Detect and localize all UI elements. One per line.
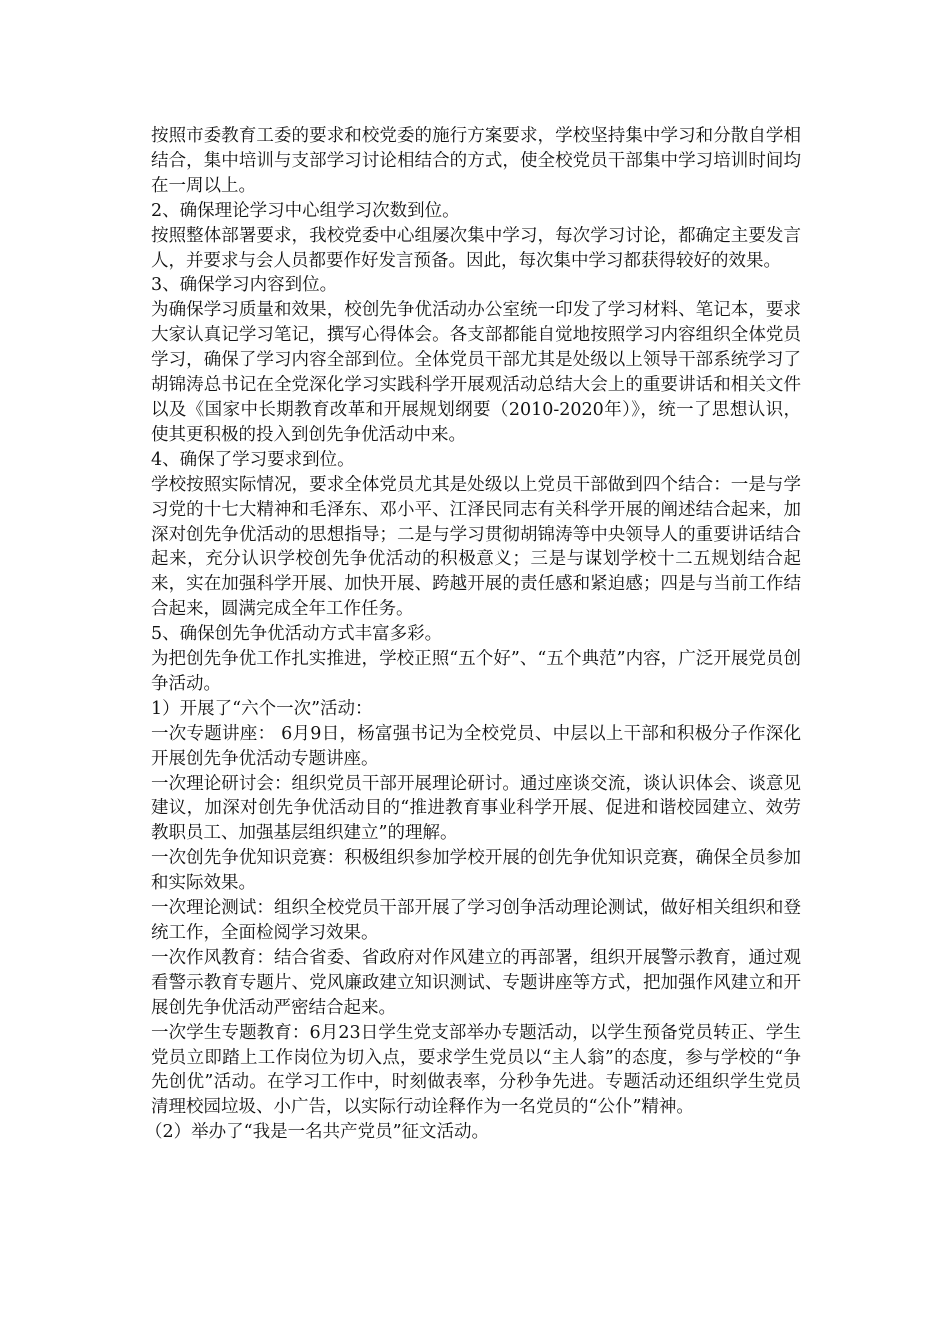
paragraph: 一次创先争优知识竞赛：积极组织参加学校开展的创先争优知识竞赛，确保全员参加和实际效果。 bbox=[151, 848, 801, 894]
paragraph: 一次专题讲座： 6月9日，杨富强书记为全校党员、中层以上干部和积极分子作深化开展创先争优活动专题讲座。 bbox=[151, 723, 801, 769]
paragraph: 一次作风教育：结合省委、省政府对作风建立的再部署，组织开展警示教育，通过观看警示教育专题片、党风廉政建立知识测试、专题讲座等方式，把加强作风建立和开展创先争优活动严密结合起来。 bbox=[151, 947, 801, 1018]
paragraph: 一次学生专题教育：6月23日学生党支部举办专题活动，以学生预备党员转正、学生党员立即踏上工作岗位为切入点，要求学生党员以“主人翁”的态度，参与学校的“争先创优”活动。在学习工作中，时刻做表率，分秒争先进。专题活动还组织学生党员清理校园垃圾、小广告，以实际行动诠释作为一名党员的“公仆”精神。 bbox=[151, 1022, 801, 1118]
paragraph: 为把创先争优工作扎实推进，学校正照“五个好”、“五个典范”内容，广泛开展党员创争活动。 bbox=[151, 649, 801, 694]
section-heading: 3、确保学习内容到位。 bbox=[151, 275, 338, 296]
paragraph: 一次理论测试：组织全校党员干部开展了学习创争活动理论测试，做好相关组织和登统工作，全面检阅学习效果。 bbox=[151, 898, 801, 943]
paragraph: 一次理论研讨会：组织党员干部开展理论研讨。通过座谈交流，谈认识体会、谈意见建议，加深对创先争优活动目的“推进教育事业科学开展、促进和谐校园建立、效劳教职员工、加强基层组织建立”的理解。 bbox=[151, 773, 801, 844]
section-heading: 5、确保创先争优活动方式丰富多彩。 bbox=[151, 624, 443, 645]
paragraph: 学校按照实际情况，要求全体党员尤其是处级以上党员干部做到四个结合：一是与学习党的十七大精神和毛泽东、邓小平、江泽民同志有关科学开展的阐述结合起来，加深对创先争优活动的思想指导；二是与学习贯彻胡锦涛等中央领导人的重要讲话结合起来，充分认识学校创先争优活动的积极意义；三是与谋划学校十二五规划结合起来，实在加强科学开展、加快开展、跨越开展的责任感和紧迫感；四是与当前工作结合起来，圆满完成全年工作任务。 bbox=[151, 474, 801, 620]
section-heading: 2、确保理论学习中心组学习次数到位。 bbox=[151, 200, 460, 221]
document-body bbox=[145, 124, 801, 1145]
paragraph: 为确保学习质量和效果，校创先争优活动办公室统一印发了学习材料、笔记本，要求大家认真记学习笔记，撰写心得体会。各支部都能自觉地按照学习内容组织全体党员学习，确保了学习内容全部到位。全体党员干部尤其是处级以上领导干部系统学习了胡锦涛总书记在全党深化学习实践科学开展观活动总结大会上的重要讲话和相关文件以及《国家中长期教育改革和开展规划纲要（2010-2020年）》，统一了思想认识，使其更积极的投入到创先争优活动中来。 bbox=[151, 300, 801, 445]
section-heading: 4、确保了学习要求到位。 bbox=[151, 449, 355, 470]
paragraph: 按照整体部署要求，我校党委中心组屡次集中学习，每次学习讨论，都确定主要发言人，并要求与会人员都要作好发言预备。因此，每次集中学习都获得较好的效果。 bbox=[151, 225, 801, 271]
sub-heading: （2）举办了“我是一名共产党员”征文活动。 bbox=[145, 1122, 490, 1143]
paragraph: 按照市委教育工委的要求和校党委的施行方案要求，学校坚持集中学习和分散自学相结合，集中培训与支部学习讨论相结合的方式，使全校党员干部集中学习培训时间均在一周以上。 bbox=[151, 126, 801, 196]
sub-heading: 1）开展了“六个一次”活动： bbox=[151, 698, 373, 719]
